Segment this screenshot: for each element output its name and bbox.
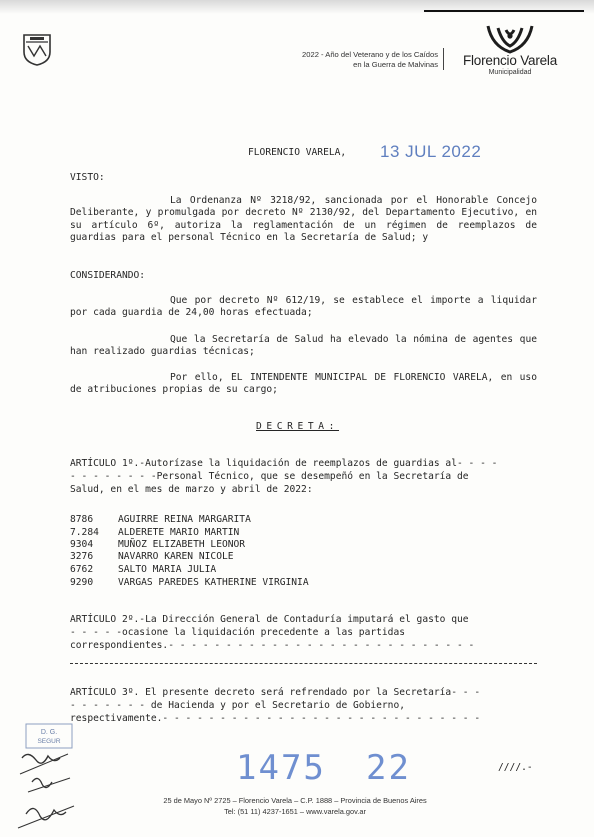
motto: [230, 50, 438, 70]
agent-name: ALDERETE MARIO MARTIN: [118, 527, 240, 538]
continuation-mark: ////.-: [498, 762, 533, 773]
agent-legajo: 9304: [70, 539, 94, 550]
handwritten-initials-stamp: [8, 722, 78, 834]
municipality-subtitle: Municipalidad: [488, 69, 532, 76]
agent-legajo: 9290: [70, 577, 94, 588]
side-stamp-line-2: SEGUR: [37, 738, 61, 745]
place-label: FLORENCIO VARELA,: [248, 147, 347, 158]
date-stamp: 13 JUL 2022: [380, 142, 482, 161]
agent-legajo: 8786: [70, 514, 94, 525]
municipality-name: Florencio Varela: [462, 53, 558, 68]
considerando-label: CONSIDERANDO:: [70, 270, 146, 281]
agent-name: NAVARRO KAREN NICOLE: [118, 551, 234, 562]
municipality-logo-icon: [484, 24, 536, 54]
agent-name: VARGAS PAREDES KATHERINE VIRGINIA: [118, 577, 309, 588]
top-rule: [424, 10, 584, 12]
agent-name: AGUIRRE REINA MARGARITA: [118, 514, 251, 525]
article-1-line-1: ARTÍCULO 1º.-Autorízase la liquidación de reemplazos de guardias al- - - -: [70, 458, 498, 469]
article-2-line-1: ARTÍCULO 2º.-La Dirección General de Contaduría imputará el gasto que: [70, 614, 469, 625]
considerando-paragraph-1: Que por decreto Nº 612/19, se establece el importe a liquidar por cada guardia de 24,00 horas efectuada;: [70, 295, 537, 319]
footer-contact: Tel: (51 11) 4237-1651 – www.varela.gov.ar: [224, 807, 366, 816]
agent-legajo: 3276: [70, 551, 94, 562]
coat-of-arms-icon: [22, 32, 52, 66]
visto-label: VISTO:: [70, 172, 105, 183]
motto-line-1: 2022 - Año del Veterano y de los Caídos: [302, 50, 438, 59]
decree-number: 1475: [236, 748, 326, 788]
article-3-line-2: - - - - - - - de Hacienda y por el Secretario de Gobierno,: [70, 700, 406, 711]
visto-paragraph: La Ordenanza Nº 3218/92, sancionada por el Honorable Concejo Deliberante, y promulgada por decreto Nº 2130/92, del Departamento Ejecutivo, en su artículo 6º, autoriza la reglamentación de un régimen de reemplazos de guardias para el personal Técnico en la Secretaría de Salud; y: [70, 195, 537, 244]
article-2-line-3: correspondientes.- - - - - - - - - - - - - - - - - - - - - - - - - - -: [70, 640, 475, 651]
agent-legajo: 7.284: [70, 527, 99, 538]
agent-legajo: 6762: [70, 564, 94, 575]
decree-year: 22: [366, 748, 411, 788]
article-2-line-2: - - - - -ocasione la liquidación precedente a las partidas: [70, 627, 406, 638]
agent-name: MUÑOZ ELIZABETH LEONOR: [118, 539, 246, 550]
article-1-line-3: Salud, en el mes de marzo y abril de 2022:: [70, 484, 313, 495]
considerando-paragraph-2: Que la Secretaría de Salud ha elevado la nómina de agentes que han realizado guardias técnicas;: [70, 334, 537, 358]
article-3-line-3: respectivamente.- - - - - - - - - - - - - - - - - - - - - - - - - - - -: [70, 713, 481, 724]
dash-separator: [70, 663, 537, 664]
article-1-line-2: - - - - - - - -Personal Técnico, que se desempeñó en la Secretaría de: [70, 471, 469, 482]
article-3-line-1: ARTÍCULO 3º. El presente decreto será refrendado por la Secretaría- - -: [70, 687, 481, 698]
footer-address: 25 de Mayo Nº 2725 – Florencio Varela – C.P. 1888 – Provincia de Buenos Aires: [163, 796, 427, 805]
agent-name: SALTO MARIA JULIA: [118, 564, 217, 575]
decreta-heading: DECRETA:: [256, 421, 340, 432]
side-stamp-line-1: D. G.: [40, 729, 58, 736]
motto-line-2: en la Guerra de Malvinas: [353, 60, 438, 69]
considerando-paragraph-3: Por ello, EL INTENDENTE MUNICIPAL DE FLORENCIO VARELA, en uso de atribuciones propias de su cargo;: [70, 372, 537, 396]
header-divider: [443, 48, 444, 70]
